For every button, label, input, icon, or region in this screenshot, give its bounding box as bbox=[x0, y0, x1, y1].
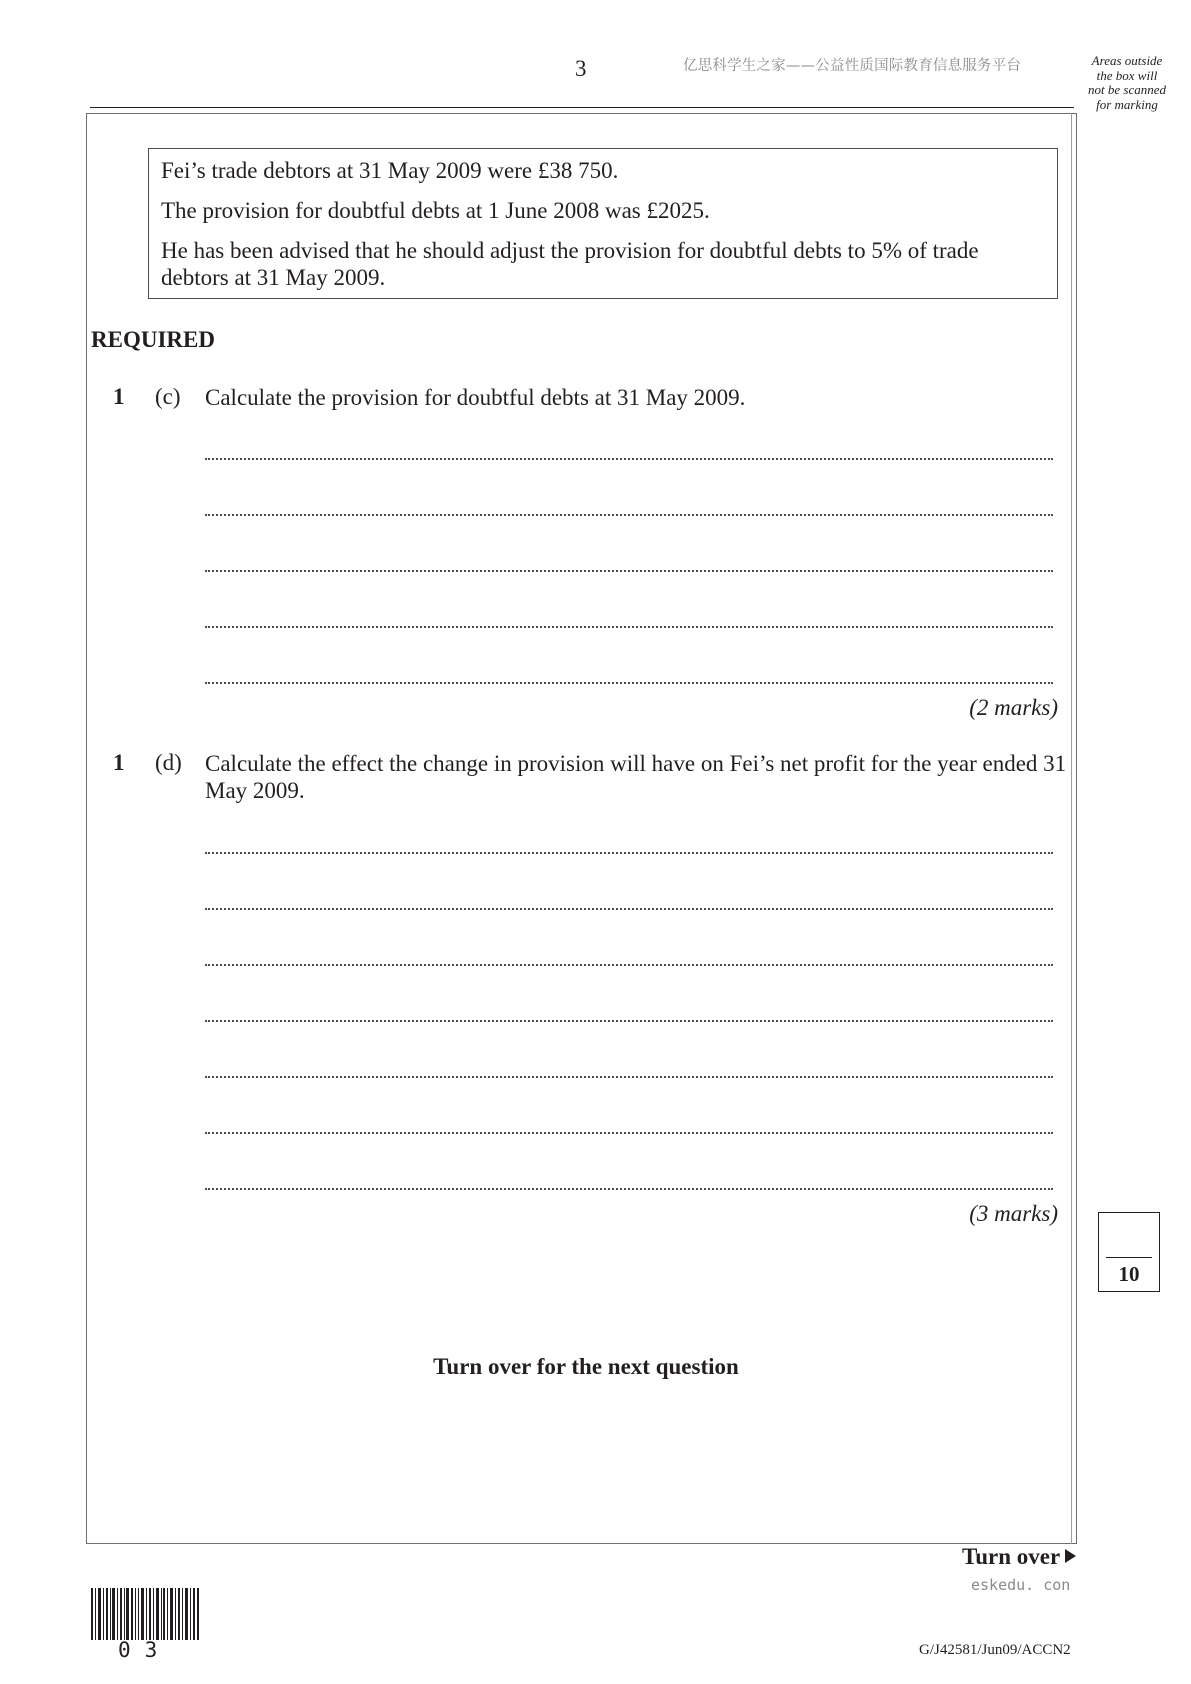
question-text: Calculate the effect the change in provision will have on Fei’s net profit for the year ended 31 May 2009. bbox=[205, 751, 1067, 803]
info-line: He has been advised that he should adjust the provision for doubtful debts to 5% of trade debtors at 31 May 2009. bbox=[161, 238, 979, 290]
question-part: (c) bbox=[155, 384, 181, 409]
turn-over-label: Turn over bbox=[962, 1544, 1061, 1569]
frame-margin-line bbox=[1071, 113, 1072, 1544]
question-number: 1 bbox=[113, 384, 125, 409]
answer-line[interactable] bbox=[205, 626, 1053, 628]
info-box bbox=[148, 148, 1058, 299]
triangle-right-icon bbox=[1065, 1549, 1076, 1563]
margin-note-line: the box will bbox=[1096, 67, 1158, 83]
answer-line[interactable] bbox=[205, 1188, 1053, 1190]
question-number: 1 bbox=[113, 750, 125, 775]
answer-line[interactable] bbox=[205, 682, 1053, 684]
answer-line[interactable] bbox=[205, 458, 1053, 460]
margin-note-line: Areas outside bbox=[1091, 53, 1163, 68]
question-text: Calculate the provision for doubtful debts at 31 May 2009. bbox=[205, 385, 746, 410]
info-line: The provision for doubtful debts at 1 June 2008 was £2025. bbox=[161, 198, 710, 223]
info-line: Fei’s trade debtors at 31 May 2009 were £38 750. bbox=[161, 158, 619, 183]
score-divider bbox=[1106, 1257, 1152, 1258]
answer-line[interactable] bbox=[205, 1076, 1053, 1078]
paper-code: G/J42581/Jun09/ACCN2 bbox=[919, 1642, 1071, 1658]
header-rule bbox=[90, 107, 1074, 108]
turn-over bbox=[962, 1544, 1076, 1570]
marks-label: (2 marks) bbox=[969, 695, 1058, 720]
barcode-icon bbox=[91, 1588, 199, 1640]
margin-note-line: for marking bbox=[1096, 96, 1158, 112]
answer-line[interactable] bbox=[205, 908, 1053, 910]
score-total: 10 bbox=[1118, 1262, 1140, 1286]
answer-line[interactable] bbox=[205, 964, 1053, 966]
required-heading: REQUIRED bbox=[91, 327, 215, 352]
answer-line[interactable] bbox=[205, 1020, 1053, 1022]
answer-line[interactable] bbox=[205, 570, 1053, 572]
answer-line[interactable] bbox=[205, 1132, 1053, 1134]
barcode-number: 03 bbox=[118, 1638, 172, 1662]
footer-watermark: eskedu. con bbox=[971, 1576, 1071, 1594]
margin-note-line: not be scanned bbox=[1088, 82, 1166, 97]
answer-line[interactable] bbox=[205, 514, 1053, 516]
marks-label: (3 marks) bbox=[969, 1201, 1058, 1226]
turn-over-next-question: Turn over for the next question bbox=[433, 1354, 739, 1379]
question-part: (d) bbox=[155, 750, 182, 775]
header-watermark: 亿思科学生之家——公益性质国际教育信息服务平台 bbox=[683, 58, 1022, 74]
answer-frame bbox=[86, 113, 1077, 1544]
answer-line[interactable] bbox=[205, 852, 1053, 854]
margin-note bbox=[1079, 54, 1175, 112]
page-number: 3 bbox=[575, 56, 587, 81]
